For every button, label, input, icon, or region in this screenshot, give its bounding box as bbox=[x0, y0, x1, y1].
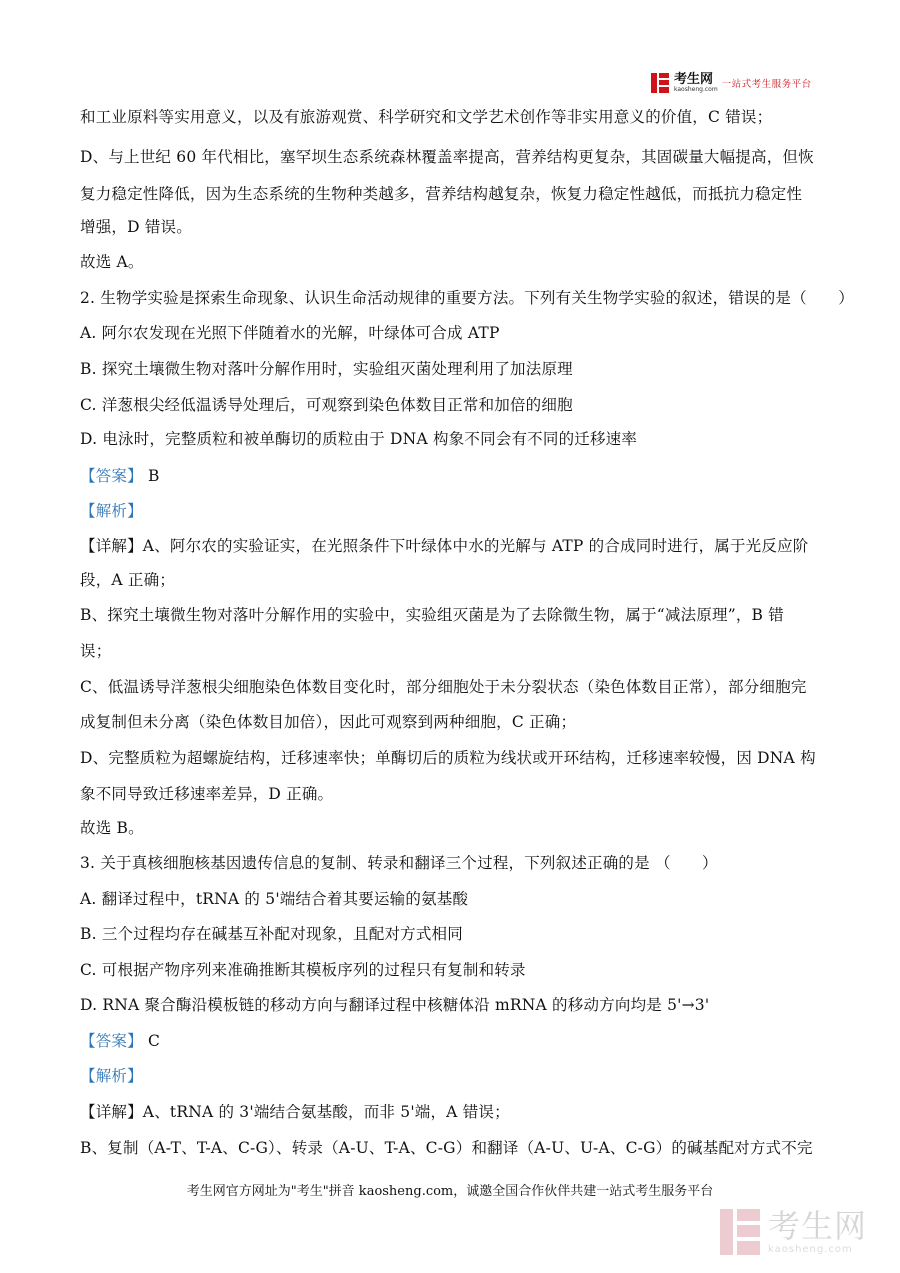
logo-domain: kaosheng.com bbox=[674, 86, 718, 93]
text-line bbox=[80, 605, 784, 625]
line-text: 故选 A。 bbox=[80, 253, 144, 271]
page-footer: 考生网官方网址为"考生"拼音 kaosheng.com，诚邀全国合作伙伴共建一站式考生服务平台 bbox=[186, 1184, 714, 1199]
text-line bbox=[80, 288, 854, 308]
header-logo bbox=[650, 70, 820, 96]
text-line bbox=[80, 252, 144, 272]
section-tag: 【答案】 bbox=[80, 467, 143, 485]
line-text: B、复制（A-T、T-A、C-G）、转录（A-U、T-A、C-G）和翻译（A-U、U-A、C-G）的碱基配对方式不完 bbox=[80, 1139, 813, 1157]
line-text: 复力稳定性降低，因为生态系统的生物种类越多，营养结构越复杂，恢复力稳定性越低，而抵抗力稳定性 bbox=[80, 185, 803, 203]
line-text: 2. 生物学实验是探索生命现象、认识生命活动规律的重要方法。下列有关生物学实验的叙述，错误的是（ ） bbox=[80, 289, 854, 307]
line-text: 象不同导致迁移速率差异，D 正确。 bbox=[80, 785, 334, 803]
text-line bbox=[80, 1138, 813, 1158]
text-line bbox=[80, 677, 807, 697]
section-tag: 【解析】 bbox=[80, 1067, 143, 1085]
text-line bbox=[80, 1102, 510, 1122]
text-line bbox=[80, 217, 192, 237]
text-line bbox=[80, 147, 814, 167]
line-text: C. 洋葱根尖经低温诱导处理后，可观察到染色体数目正常和加倍的细胞 bbox=[80, 396, 573, 414]
text-line bbox=[80, 853, 718, 873]
text-line bbox=[80, 323, 500, 343]
text-line bbox=[80, 924, 463, 944]
text-line bbox=[80, 536, 808, 556]
line-text: 故选 B。 bbox=[80, 819, 144, 837]
line-text: 误； bbox=[80, 642, 112, 660]
watermark-name: 考生网 bbox=[768, 1206, 868, 1245]
kaosheng-logo-icon bbox=[650, 72, 670, 94]
watermark-logo-icon bbox=[718, 1207, 762, 1257]
text-line bbox=[80, 107, 772, 127]
line-text: D. 电泳时，完整质粒和被单酶切的质粒由于 DNA 构象不同会有不同的迁移速率 bbox=[80, 430, 638, 448]
line-text: D. RNA 聚合酶沿模板链的移动方向与翻译过程中核糖体沿 mRNA 的移动方向均是 5'→3' bbox=[80, 996, 710, 1014]
line-text: 【详解】A、阿尔农的实验证实，在光照条件下叶绿体中水的光解与 ATP 的合成同时进行，属于光反应阶 bbox=[80, 537, 809, 555]
text-line bbox=[80, 501, 143, 521]
text-line bbox=[80, 712, 576, 732]
text-line bbox=[80, 429, 637, 449]
line-text: B、探究土壤微生物对落叶分解作用的实验中，实验组灭菌是为了去除微生物，属于“减法原理”，B 错 bbox=[80, 606, 784, 624]
line-text: A. 阿尔农发现在光照下伴随着水的光解，叶绿体可合成 ATP bbox=[80, 324, 500, 342]
text-line bbox=[80, 818, 144, 838]
line-text: D、完整质粒为超螺旋结构，迁移速率快；单酶切后的质粒为线状或开环结构，迁移速率较慢，因 DNA 构 bbox=[80, 749, 816, 767]
text-line bbox=[80, 748, 816, 768]
text-line bbox=[80, 570, 175, 590]
text-line bbox=[80, 889, 468, 909]
watermark bbox=[718, 1202, 888, 1262]
line-text: B. 三个过程均存在碱基互补配对现象，且配对方式相同 bbox=[80, 925, 463, 943]
logo-name: 考生网 bbox=[674, 72, 714, 87]
line-text: B bbox=[142, 467, 160, 485]
line-text: 【详解】A、tRNA 的 3'端结合氨基酸，而非 5'端，A 错误； bbox=[80, 1103, 510, 1121]
text-line bbox=[80, 960, 526, 980]
section-tag: 【解析】 bbox=[80, 502, 143, 520]
watermark-domain: kaosheng.com bbox=[768, 1243, 853, 1255]
text-line bbox=[80, 395, 573, 415]
text-line bbox=[80, 184, 802, 204]
text-line bbox=[80, 466, 160, 486]
text-line bbox=[80, 1066, 143, 1086]
line-text: 段，A 正确； bbox=[80, 571, 176, 589]
line-text: 成复制但未分离（染色体数目加倍），因此可观察到两种细胞，C 正确； bbox=[80, 713, 577, 731]
line-text: A. 翻译过程中，tRNA 的 5'端结合着其要运输的氨基酸 bbox=[80, 890, 469, 908]
text-line bbox=[80, 359, 573, 379]
line-text: 3. 关于真核细胞核基因遗传信息的复制、转录和翻译三个过程，下列叙述正确的是 （ ） bbox=[80, 854, 718, 872]
line-text: B. 探究土壤微生物对落叶分解作用时，实验组灭菌处理利用了加法原理 bbox=[80, 360, 573, 378]
line-text: C、低温诱导洋葱根尖细胞染色体数目变化时，部分细胞处于未分裂状态（染色体数目正常），部分细胞完 bbox=[80, 678, 807, 696]
line-text: 和工业原料等实用意义，以及有旅游观赏、科学研究和文学艺术创作等非实用意义的价值，C 错误； bbox=[80, 108, 773, 126]
text-line bbox=[80, 641, 111, 661]
line-text: C. 可根据产物序列来准确推断其模板序列的过程只有复制和转录 bbox=[80, 961, 526, 979]
line-text: C bbox=[142, 1032, 160, 1050]
text-line bbox=[80, 995, 709, 1015]
section-tag: 【答案】 bbox=[80, 1032, 143, 1050]
text-line bbox=[80, 784, 333, 804]
line-text: D、与上世纪 60 年代相比，塞罕坝生态系统森林覆盖率提高，营养结构更复杂，其固碳量大幅提高，但恢 bbox=[80, 148, 814, 166]
text-line bbox=[80, 1031, 160, 1051]
logo-slogan: 一站式考生服务平台 bbox=[721, 79, 812, 90]
line-text: 增强，D 错误。 bbox=[80, 218, 192, 236]
